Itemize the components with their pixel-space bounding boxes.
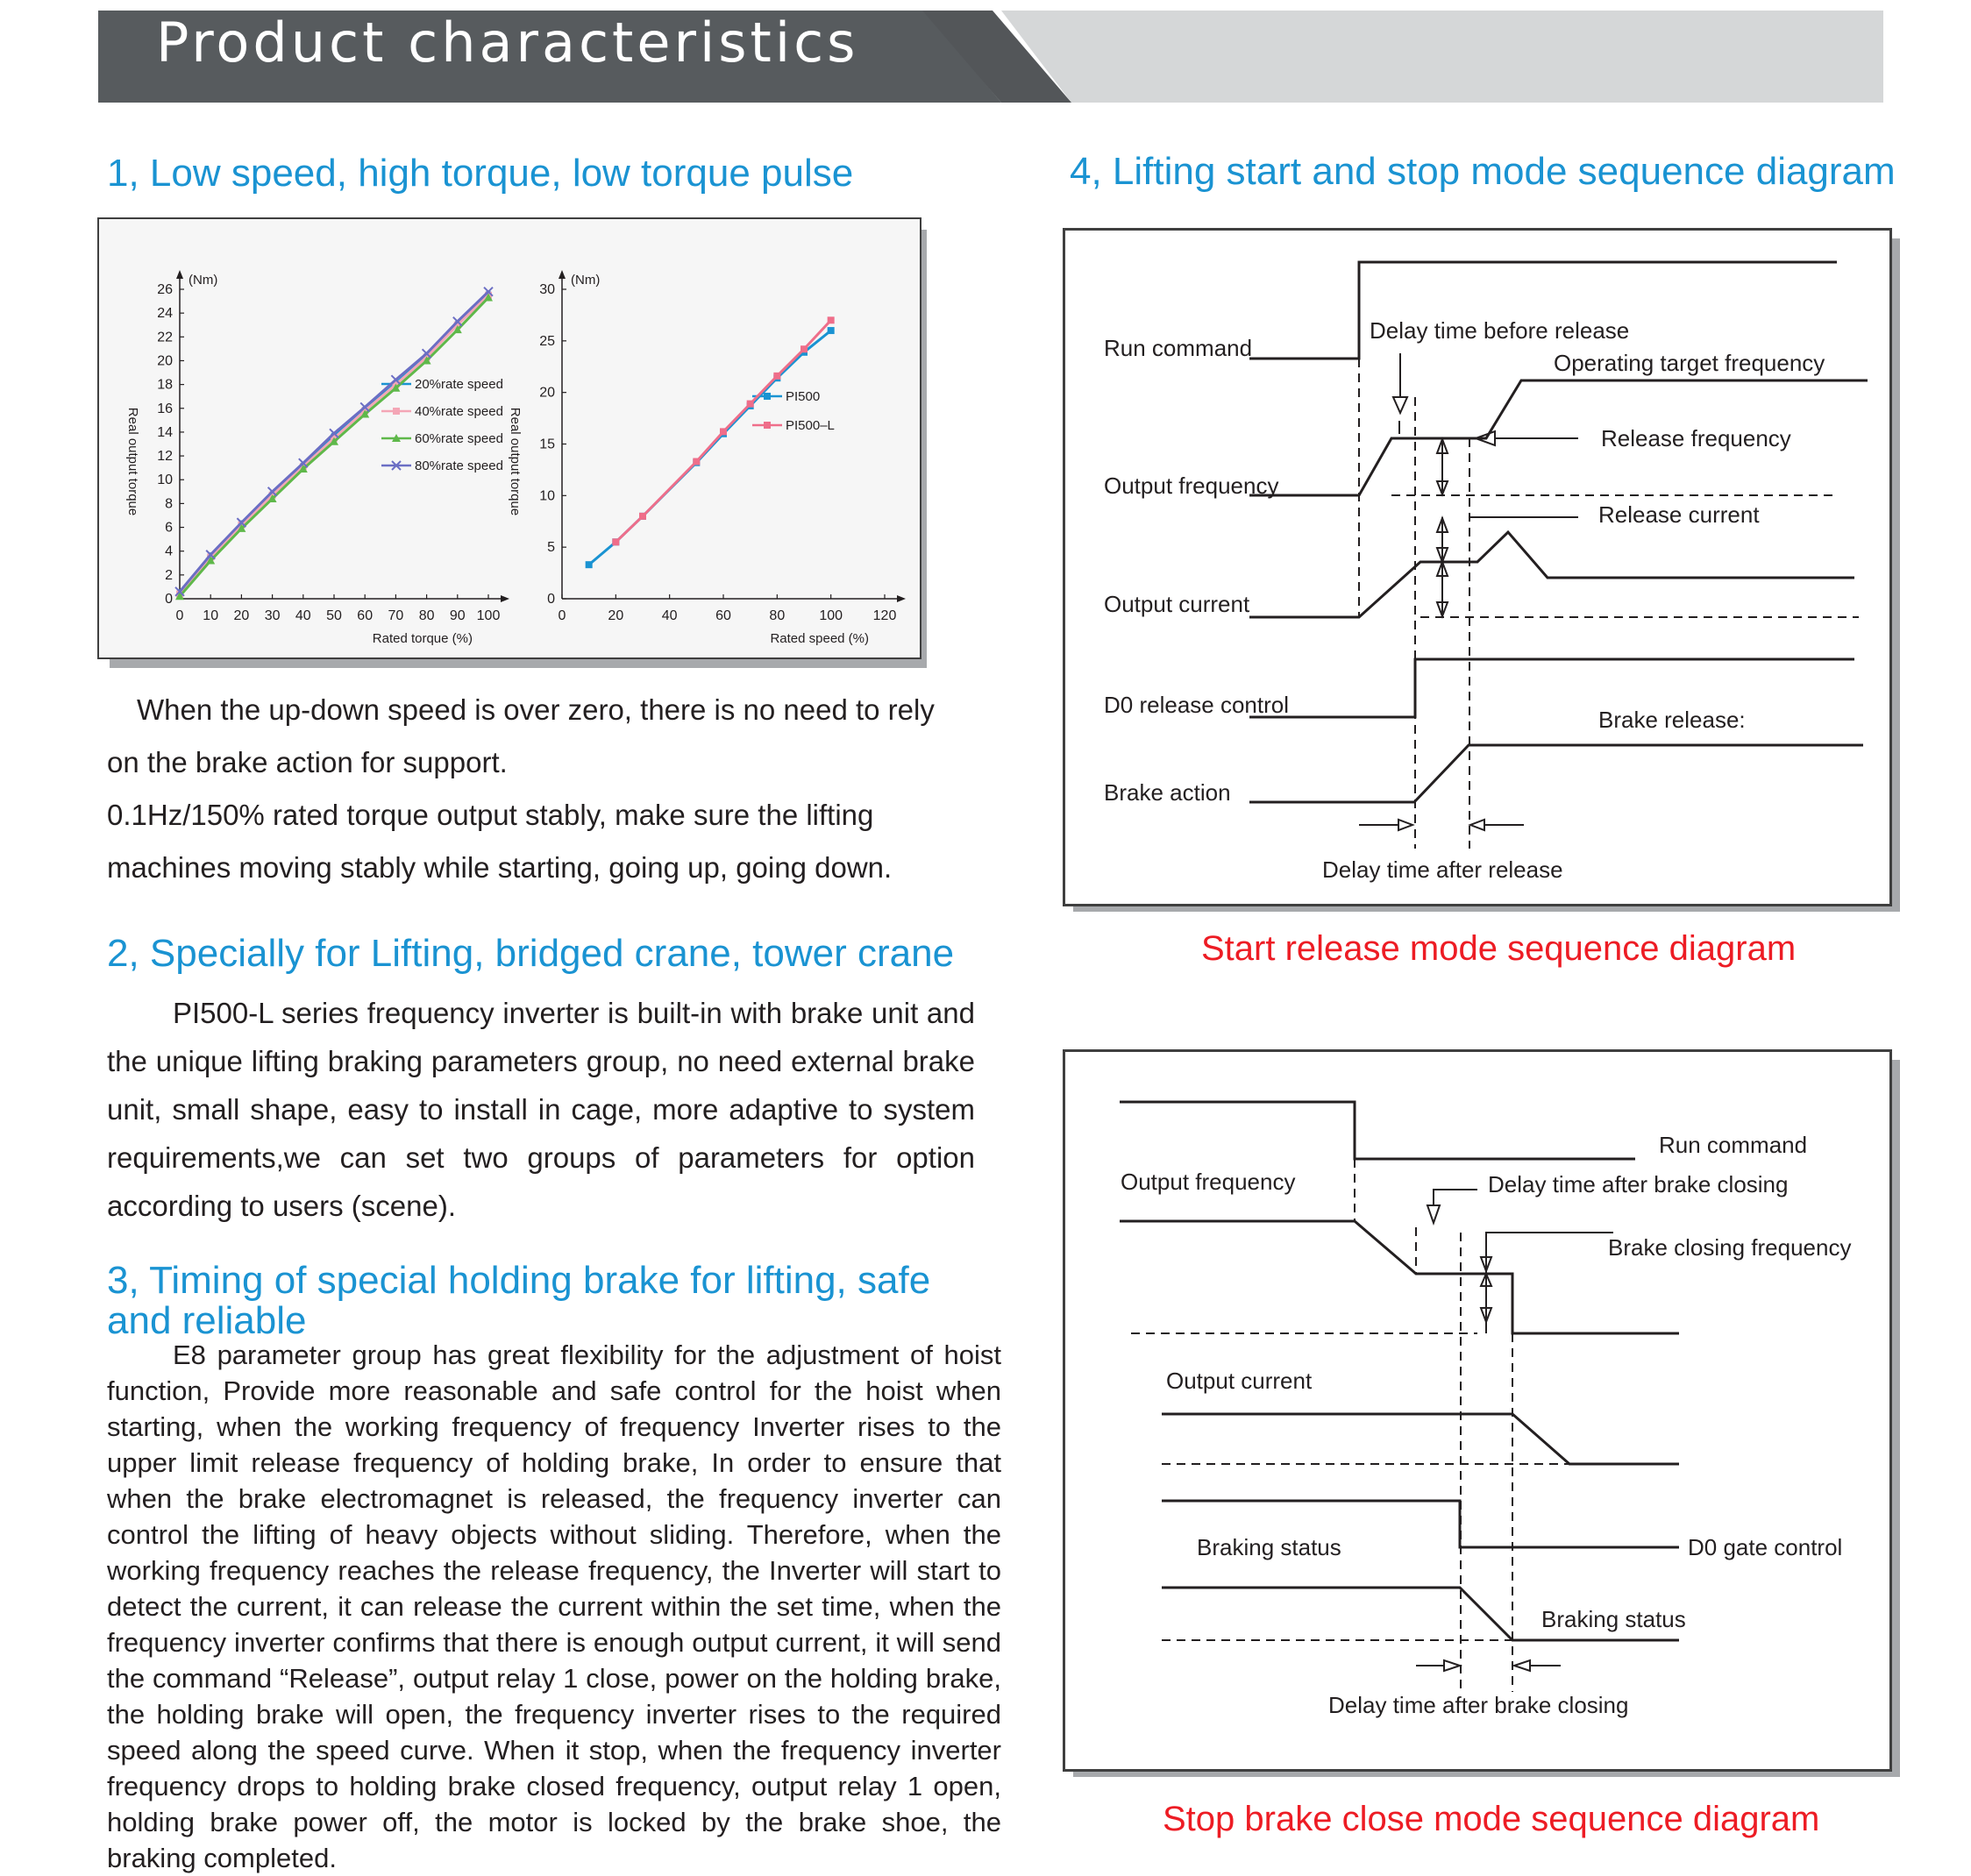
- y-tick-label: 5: [547, 540, 555, 556]
- y-tick-label: 10: [539, 488, 555, 504]
- start-label-run-command: Run command: [1104, 335, 1253, 361]
- y-tick-label: 22: [157, 330, 173, 345]
- y-tick-label: 25: [539, 333, 555, 349]
- y-tick-label: 4: [165, 544, 173, 559]
- x-tick-label: 80: [769, 608, 786, 623]
- y-tick-label: 14: [157, 424, 173, 440]
- unit-label: (Nm): [571, 273, 601, 288]
- legend-entry: 20%rate speed: [415, 377, 503, 392]
- section3-heading-line1: 3, Timing of special holding brake for lifting, safe: [107, 1259, 931, 1302]
- x-tick-label: 80: [418, 608, 435, 623]
- stop-label-output-frequency: Output frequency: [1121, 1169, 1296, 1195]
- x-tick-label: 100: [819, 608, 843, 623]
- section3-heading-line2: and reliable: [107, 1299, 307, 1342]
- data-point: [612, 538, 619, 545]
- page-title: Product characteristics: [156, 11, 859, 75]
- section3-paragraph: [107, 1337, 1001, 1876]
- y-tick-label: 8: [165, 496, 173, 512]
- y-tick-label: 30: [539, 282, 555, 297]
- start-diagram-panel: [1063, 228, 1892, 906]
- stop-label-brake-closing-frequency: Brake closing frequency: [1608, 1234, 1852, 1261]
- x-tick-label: 60: [715, 608, 731, 623]
- x-tick-label: 70: [388, 608, 404, 623]
- stop-label-delay-after-brake-closing-bottom: Delay time after brake closing: [1328, 1692, 1629, 1718]
- legend-entry: PI500: [786, 389, 821, 404]
- start-label-d0-release-control: D0 release control: [1104, 692, 1289, 718]
- x-tick-label: 90: [449, 608, 466, 623]
- y-tick-label: 2: [165, 567, 173, 583]
- start-label-brake-action: Brake action: [1104, 779, 1231, 806]
- start-release-sequence-diagram: [1065, 231, 1889, 904]
- stop-diagram-panel: [1063, 1049, 1892, 1772]
- y-tick-label: 24: [157, 306, 173, 322]
- x-tick-label: 100: [476, 608, 501, 623]
- section2-heading: 2, Specially for Lifting, bridged crane, tower crane: [107, 932, 955, 975]
- start-diagram-caption: Start release mode sequence diagram: [1201, 929, 1797, 968]
- y-tick-label: 16: [157, 401, 173, 416]
- data-point: [639, 513, 646, 520]
- legend-entry: PI500–L: [786, 418, 835, 433]
- y-axis-label: Real output torque: [508, 407, 523, 516]
- stop-label-delay-after-brake-closing-top: Delay time after brake closing: [1488, 1171, 1789, 1197]
- stop-label-d0-gate-control: D0 gate control: [1688, 1534, 1843, 1560]
- y-tick-label: 26: [157, 282, 173, 297]
- y-tick-label: 20: [157, 353, 173, 369]
- chart-panel: [97, 217, 921, 659]
- x-axis-label: Rated speed (%): [770, 631, 869, 646]
- x-tick-label: 20: [608, 608, 624, 623]
- y-tick-label: 12: [157, 449, 173, 465]
- x-tick-label: 40: [661, 608, 678, 623]
- start-label-delay-before-release: Delay time before release: [1370, 317, 1630, 344]
- stop-diagram-caption: Stop brake close mode sequence diagram: [1163, 1800, 1820, 1838]
- torque-vs-rated-torque-chart: [125, 270, 509, 646]
- x-tick-label: 10: [203, 608, 219, 623]
- start-label-delay-after-release: Delay time after release: [1322, 856, 1563, 883]
- y-tick-label: 15: [539, 437, 555, 452]
- section1-line-3: 0.1Hz/150% rated torque output stably, make sure the lifting: [107, 799, 874, 831]
- y-tick-label: 20: [539, 385, 555, 401]
- section4-heading: 4, Lifting start and stop mode sequence diagram: [1070, 150, 1896, 193]
- x-axis-label: Rated torque (%): [372, 631, 473, 646]
- stop-brake-close-sequence-diagram: [1065, 1052, 1889, 1769]
- y-axis-label: Real output torque: [125, 407, 140, 516]
- section1-line-2: on the brake action for support.: [107, 746, 508, 778]
- stop-label-braking-status-right: Braking status: [1541, 1606, 1686, 1632]
- section2-paragraph: [107, 989, 975, 1230]
- x-axis-arrow: [501, 595, 509, 602]
- stop-label-braking-status-left: Braking status: [1197, 1534, 1341, 1560]
- x-axis-arrow: [897, 595, 906, 602]
- section1-line-4: machines moving stably while starting, going up, going down.: [107, 851, 893, 884]
- y-tick-label: 0: [547, 592, 555, 607]
- legend-entry: 40%rate speed: [415, 404, 503, 419]
- start-label-output-frequency: Output frequency: [1104, 473, 1279, 499]
- legend-entry: 60%rate speed: [415, 431, 503, 446]
- start-label-output-current: Output current: [1104, 591, 1250, 617]
- x-tick-label: 0: [175, 608, 184, 623]
- legend-marker: [764, 393, 771, 400]
- data-point: [747, 401, 754, 408]
- y-tick-label: 6: [165, 520, 173, 536]
- y-tick-label: 0: [165, 592, 173, 607]
- start-label-release-current: Release current: [1598, 501, 1760, 528]
- data-point: [828, 327, 835, 334]
- data-point: [586, 561, 593, 568]
- section1-paragraph: [107, 684, 949, 894]
- torque-charts: [99, 219, 920, 657]
- start-label-brake-release: Brake release:: [1598, 707, 1746, 733]
- y-axis-arrow: [559, 270, 566, 279]
- x-tick-label: 20: [233, 608, 250, 623]
- x-tick-label: 120: [872, 608, 897, 623]
- y-axis-arrow: [176, 270, 183, 279]
- section3-text: E8 parameter group has great flexibility for the adjustment of hoist function, Provide more reasonable and safe control for the hoist when starting, when the working frequency of frequency Inverter rises to the upper limit release frequency of holding brake, In order to ensure that when the brake electromagnet is released, the frequency inverter can control the lifting of heavy objects without sliding. Therefore, when the working frequency reaches the release frequency, the Inverter will start to detect the current, it can release the current within the set time, when the frequency inverter confirms that there is enough output current, it will send the command “Release”, output relay 1 close, power on the holding brake, the holding brake will open, the frequency inverter rises to the required speed along the speed curve. When it stop, when the frequency inverter frequency drops to holding brake closed frequency, output relay 1 open, holding brake power off, the motor is locked by the brake shoe, the braking completed.: [107, 1339, 1001, 1873]
- data-point: [800, 345, 808, 352]
- start-label-release-frequency: Release frequency: [1601, 425, 1791, 451]
- data-point: [720, 428, 727, 435]
- section3-heading: [107, 1261, 930, 1341]
- stop-label-run-command: Run command: [1659, 1132, 1808, 1158]
- section2-text: PI500-L series frequency inverter is built-in with brake unit and the unique lifting braking parameters group, no need external brake unit, small shape, easy to install in cage, more adaptive to system requirements,we can set two groups of parameters for option according to users (scene).: [107, 997, 975, 1222]
- y-tick-label: 18: [157, 377, 173, 393]
- x-tick-label: 30: [264, 608, 281, 623]
- data-point: [693, 458, 700, 465]
- x-tick-label: 60: [357, 608, 374, 623]
- x-tick-label: 0: [558, 608, 566, 623]
- stop-label-output-current: Output current: [1166, 1368, 1313, 1394]
- legend-marker: [764, 422, 771, 429]
- legend-marker: [393, 408, 400, 415]
- section1-heading: 1, Low speed, high torque, low torque pulse: [107, 152, 854, 195]
- y-tick-label: 10: [157, 473, 173, 488]
- data-point: [828, 316, 835, 323]
- section1-line-1: When the up-down speed is over zero, there is no need to rely: [137, 693, 935, 726]
- data-point: [773, 373, 780, 380]
- x-tick-label: 50: [326, 608, 342, 623]
- start-label-operating-target-frequency: Operating target frequency: [1554, 350, 1825, 376]
- x-tick-label: 40: [295, 608, 311, 623]
- unit-label: (Nm): [189, 273, 218, 288]
- legend-entry: 80%rate speed: [415, 458, 503, 473]
- torque-vs-rated-speed-chart: [508, 270, 906, 646]
